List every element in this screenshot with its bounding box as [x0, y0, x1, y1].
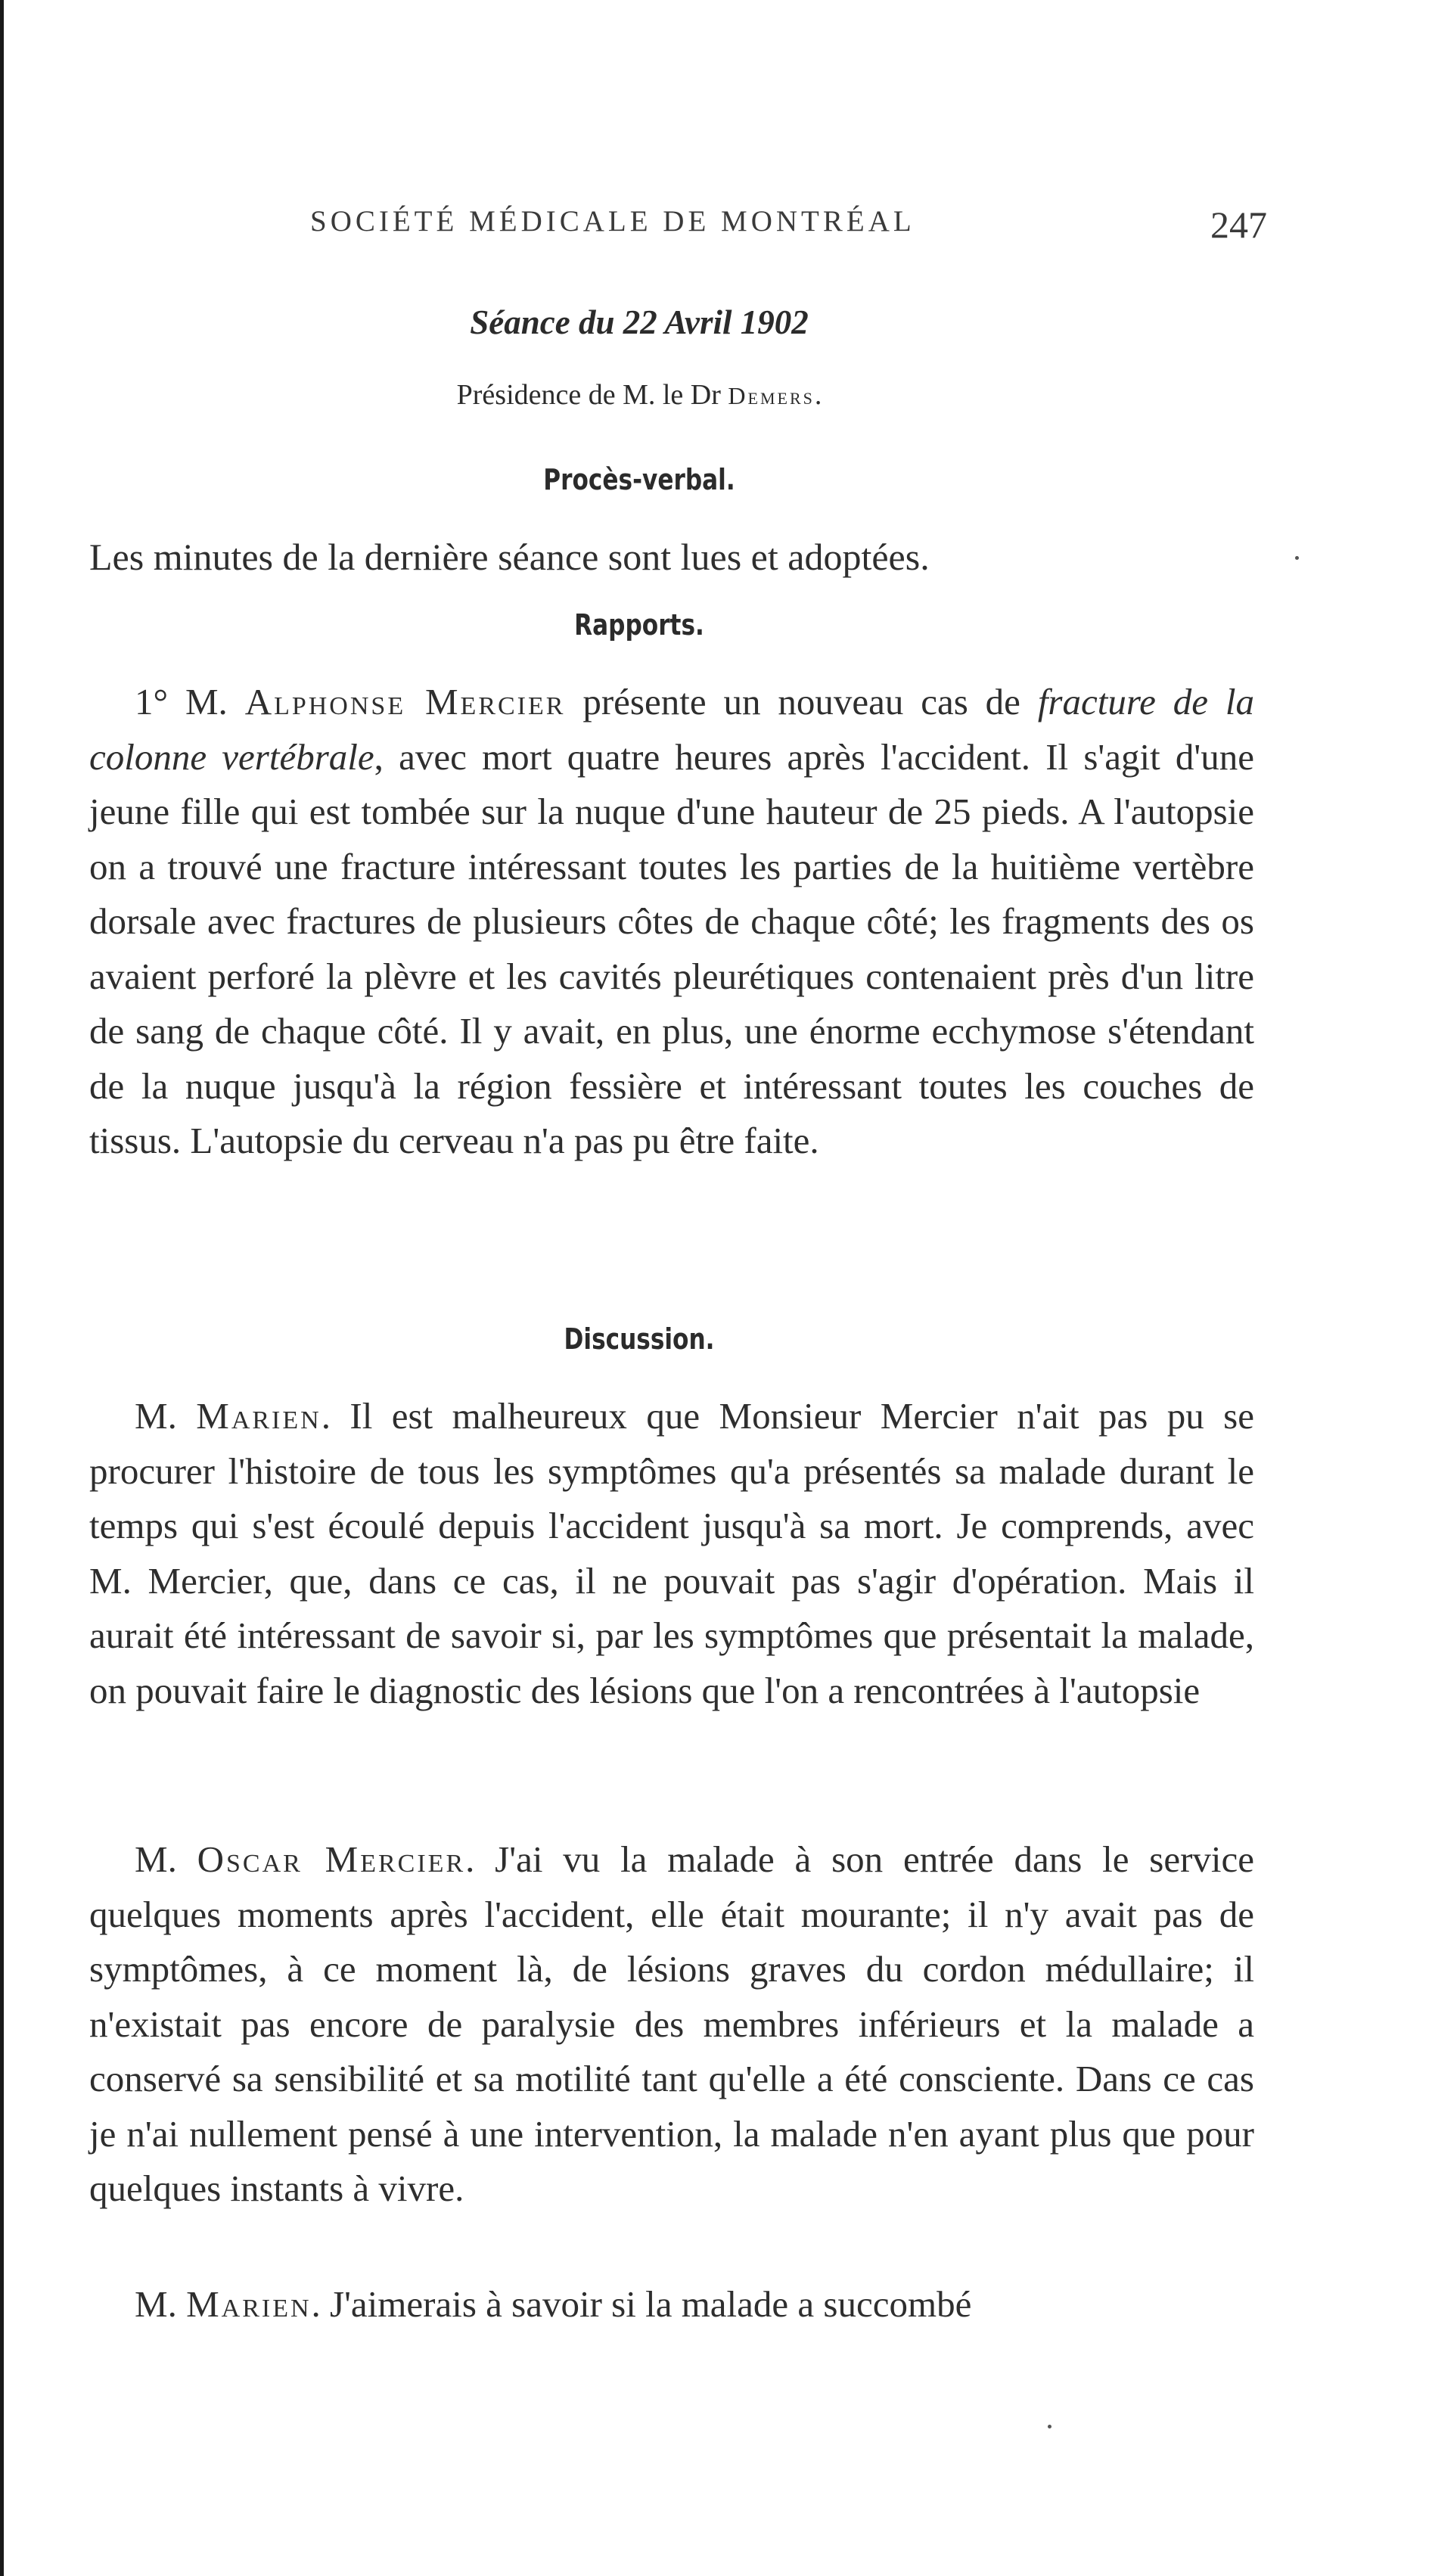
print-speck: [1295, 556, 1299, 560]
section-heading-proces-verbal: Procès-verbal.: [543, 463, 735, 496]
report-text-a: présente un nouveau cas de: [565, 681, 1038, 722]
running-head: SOCIÉTÉ MÉDICALE DE MONTRÉAL: [310, 205, 915, 238]
discussion-text-2: [89, 1832, 1254, 2217]
speech-text: . J'ai vu la malade à son entrée dans le service quelques moments après l'accident, elle était mourante; il n'y avait pas de symptômes, à ce moment là, de lésions graves du cordon médullaire; il n'existait pas encore de paralysie des membres inférieurs et la malade a conservé sa sensibilité et sa motilité tant qu'elle a été consciente. Dans ce cas je n'ai nullement pensé à une intervention, la malade n'en ayant plus que pour quelques instants à vivre.: [89, 1838, 1255, 2209]
discussion-paragraph-2: [89, 1832, 1254, 2217]
presidency-line: [0, 378, 1278, 412]
speech-text: . J'aimerais à savoir si la malade a succombé: [311, 2283, 972, 2325]
presidency-name: Demers: [728, 382, 815, 409]
speaker-name: Oscar Mercier: [197, 1838, 466, 1880]
discussion-text-1: [89, 1389, 1254, 1718]
report-paragraph: [89, 675, 1254, 1169]
speaker-name: Marien: [196, 1395, 322, 1437]
discussion-paragraph-1: [89, 1389, 1254, 1718]
presidency-suffix: .: [814, 379, 822, 411]
discussion-paragraph-3: [89, 2277, 1254, 2332]
discussion-text-3: [89, 2277, 1254, 2332]
speaker-prefix: M.: [135, 2283, 187, 2325]
report-number: 1° M.: [135, 681, 245, 722]
speech-text: . Il est malheureux que Monsieur Mercier n'ait pas pu se procurer l'histoire de tous les symptômes qu'a présentés sa malade durant le temps qui s'est écoulé depuis l'accident jusqu'à sa mort. Je comprends, avec M. Mercier, que, dans ce cas, il ne pouvait pas s'agir d'opération. Mais il aurait été intéressant de savoir si, par les symptômes que présentait la malade, on pouvait faire le diagnostic des lésions que l'on a rencontrées à l'autopsie: [89, 1395, 1254, 1711]
presidency-prefix: Présidence de M. le Dr: [456, 379, 728, 411]
speaker-prefix: M.: [135, 1838, 197, 1880]
section-heading-discussion: Discussion.: [564, 1322, 715, 1356]
page-number: 247: [1210, 204, 1267, 246]
speaker-name: Marien: [186, 2283, 312, 2325]
print-speck: [1048, 2425, 1051, 2428]
minutes-statement: Les minutes de la dernière séance sont lues et adoptées.: [89, 536, 930, 578]
report-text: [89, 675, 1254, 1169]
report-italic-title: fracture de la colonne vertébrale: [89, 681, 1254, 778]
report-speaker: Alphonse Mercier: [244, 681, 566, 722]
section-heading-rapports: Rapports.: [574, 608, 704, 642]
session-title: Séance du 22 Avril 1902: [470, 303, 809, 341]
report-text-b: , avec mort quatre heures après l'accident. Il s'agit d'une jeune fille qui est tombée sur la nuque d'une hauteur de 25 pieds. A l'autopsie on a trouvé une fracture intéressant toutes les parties de la huitième vertèbre dorsale avec fractures de plusieurs côtes de chaque côté; les fragments des os avaient perforé la plèvre et les cavités pleurétiques contenaient près d'un litre de sang de chaque côté. Il y avait, en plus, une énorme ecchymose s'étendant de la nuque jusqu'à la région fessière et intéressant toutes les couches de tissus. L'autopsie du cerveau n'a pas pu être faite.: [89, 735, 1254, 1161]
speaker-prefix: M.: [135, 1395, 197, 1437]
